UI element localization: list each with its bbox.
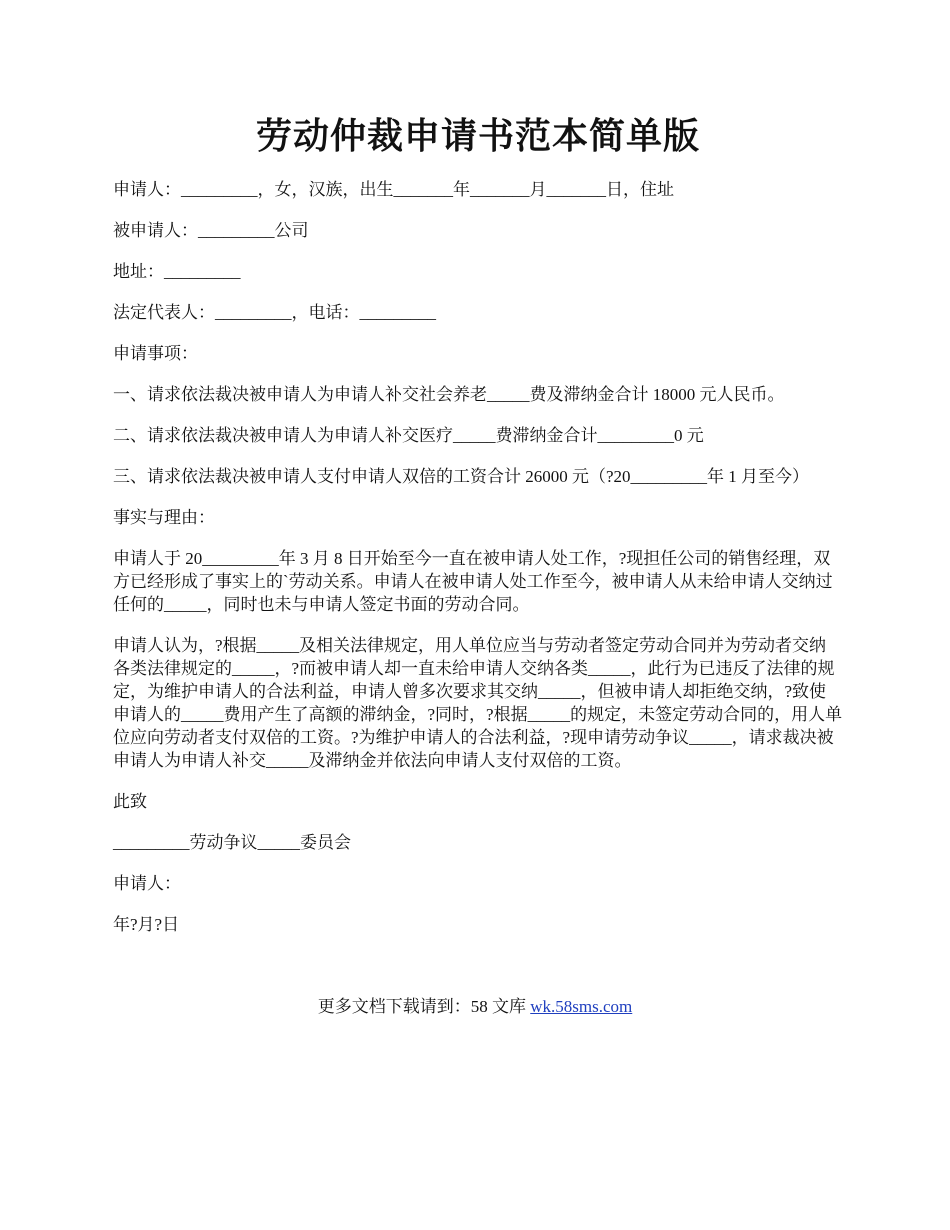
document-title: 劳动仲裁申请书范本简单版 [255, 115, 700, 157]
footer-link[interactable]: wk.58sms.com [530, 997, 633, 1016]
request-items-heading: 申请事项： [113, 344, 198, 363]
committee-line: _________劳动争议_____委员会 [113, 833, 351, 852]
request-item-1: 一、请求依法裁决被申请人为申请人补交社会养老_____费及滞纳金合计 18000 元人民币。 [113, 385, 785, 404]
download-footer [0, 995, 950, 1018]
applicant-info: 申请人：_________，女，汉族，出生_______年_______月_______日，住址 [113, 180, 674, 199]
request-item-3: 三、请求依法裁决被申请人支付申请人双倍的工资合计 26000 元（?20_________年 1 月至今） [113, 467, 810, 486]
closing-salutation: 此致 [113, 792, 147, 811]
document-page [113, 110, 843, 954]
respondent-info: 被申请人：_________公司 [113, 221, 309, 240]
legal-representative-line: 法定代表人：_________，电话：_________ [113, 303, 436, 322]
request-item-2: 二、请求依法裁决被申请人为申请人补交医疗_____费滞纳金合计_________0 元 [113, 426, 704, 445]
facts-paragraph-2: 申请人认为，?根据_____及相关法律规定，用人单位应当与劳动者签定劳动合同并为劳动者交纳各类法律规定的_____，?而被申请人却一直未给申请人交纳各类_____，此行为已违反了法律的规定，为维护申请人的合法利益，申请人曾多次要求其交纳_____，但被申请人却拒绝交纳，?致使申请人的_____费用产生了高额的滞纳金，?同时，?根据_____的规定，未签定劳动合同的，用人单位应向劳动者支付双倍的工资。?为维护申请人的合法利益，?现申请劳动争议_____，请求裁决被申请人为申请人补交_____及滞纳金并依法向申请人支付双倍的工资。 [113, 636, 843, 770]
address-line: 地址：_________ [113, 262, 241, 281]
applicant-signature-line: 申请人： [113, 874, 181, 893]
facts-reasons-heading: 事实与理由： [113, 508, 215, 527]
facts-paragraph-1: 申请人于 20_________年 3 月 8 日开始至今一直在被申请人处工作，?现担任公司的销售经理，双方已经形成了事实上的`劳动关系。申请人在被申请人处工作至今，被申请人从未给申请人交纳过任何的_____，同时也未与申请人签定书面的劳动合同。 [113, 549, 833, 614]
footer-text: 更多文档下载请到：58 文库 [317, 997, 531, 1016]
date-line: 年?月?日 [113, 915, 180, 934]
